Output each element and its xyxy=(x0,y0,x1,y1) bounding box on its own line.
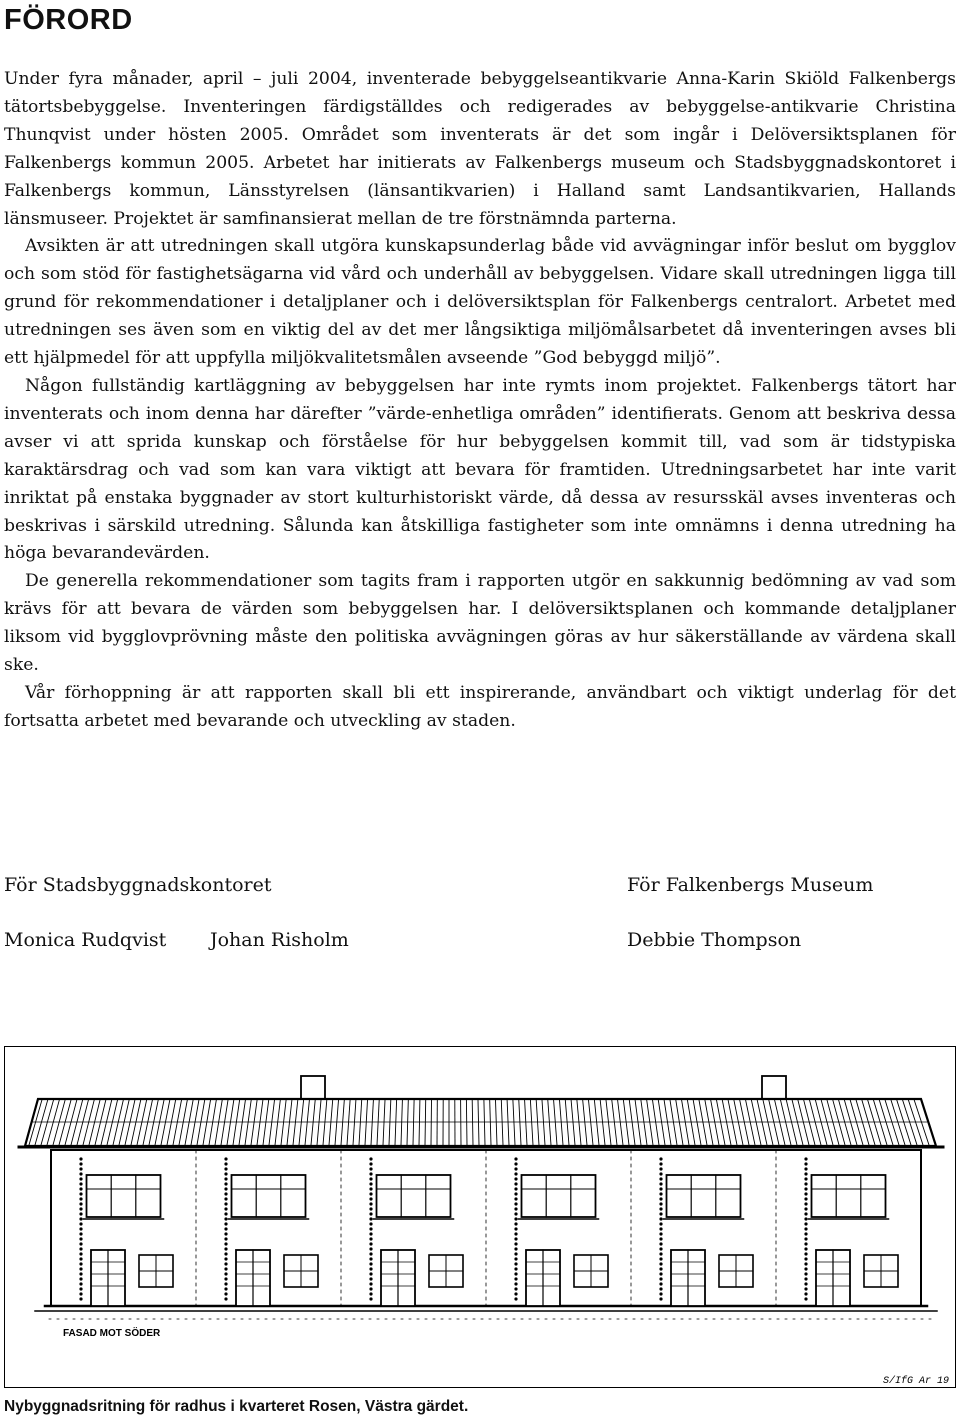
window xyxy=(522,1175,596,1217)
signature-name-monica: Monica Rudqvist xyxy=(4,929,167,951)
paragraph: Under fyra månader, april – juli 2004, inventerade bebyggelseantikvarie Anna-Karin Skiöld Falkenbergs tätortsbebyggelse. Inventeringen färdigställdes och redigerades av bebyggelse-antikvarie Christina Thunqvist under hösten 2005. Området som inventerats är det som ingår i Delöversiktsplanen för Falkenbergs kommun 2005. Arbetet har initierats av Falkenbergs museum och Stadsbyggnadskontoret i Falkenbergs kommun, Länsstyrelsen (länsantikvarien) i Halland samt Landsantikvarien, Hallands länsmuseer. Projektet är samfinansierat mellan de tre förstnämnda parterna. xyxy=(4,69,956,229)
facade-drawing xyxy=(5,1047,954,1386)
window xyxy=(667,1175,741,1217)
paragraph: Vår förhoppning är att rapporten skall bli ett inspirerande, användbart och viktigt underlag för det fortsatta arbetet med bevarande och utveckling av staden. xyxy=(4,682,956,731)
architectural-drawing xyxy=(4,1046,956,1388)
window xyxy=(812,1175,886,1217)
figure-caption: Nybyggnadsritning för radhus i kvarteret Rosen, Västra gärdet. xyxy=(4,1398,469,1415)
drawing-label: FASAD MOT SÖDER xyxy=(63,1328,161,1339)
paragraph: Avsikten är att utredningen skall utgöra kunskapsunderlag både vid avvägningar inför beslut om bygglov och som stöd för fastighetsägarna vid vård och underhåll av bebyggelsen. Vidare skall utredningen ligga till grund för rekommendationer i detaljplaner och i delöversiktsplan för Falkenbergs centralort. Arbetet med utredningen ses även som en viktig del av det mer långsiktiga miljömålsarbetet då inventeringen avses bli ett hjälpmedel för att uppfylla miljökvalitetsmålen avseende ”God bebyggd miljö”. xyxy=(4,236,956,369)
window xyxy=(232,1175,306,1217)
window xyxy=(87,1175,161,1217)
page-title: FÖRORD xyxy=(4,4,133,36)
drawing-signature: S/IfG Ar 19 xyxy=(883,1376,950,1386)
paragraph: De generella rekommendationer som tagits fram i rapporten utgör en sakkunnig bedömning av vad som krävs för att bevara de värden som bebyggelsen har. I delöversiktsplanen och kommande detaljplaner liksom vid bygglovprövning måste den politiska avvägningen göras av hur säkerställande av värdena skall ske. xyxy=(4,571,956,676)
signature-name-debbie: Debbie Thompson xyxy=(627,929,802,951)
signature-right-org: För Falkenbergs Museum xyxy=(627,874,874,896)
signature-name-johan: Johan Risholm xyxy=(210,929,349,951)
foreword-body xyxy=(4,66,956,736)
signature-left-org: För Stadsbyggnadskontoret xyxy=(4,874,272,896)
paragraph: Någon fullständig kartläggning av bebyggelsen har inte rymts inom projektet. Falkenbergs tätort har inventerats och inom denna har därefter ”värde-enhetliga områden” identifierats. Genom att beskriva dessa avser vi att sprida kunskap och förståelse för hur bebyggelsen kommit till, vad som är tidstypiska karaktärsdrag och vad som kan vara viktigt att bevara för framtiden. Utredningsarbetet har inte varit inriktat på enstaka byggnader av stort kulturhistoriskt värde, då dessa av resursskäl avses inventeras och beskrivas i särskild utredning. Sålunda kan åtskilliga fastigheter som inte omnämns i denna utredning ha höga bevarandevärden. xyxy=(4,375,956,564)
window xyxy=(377,1175,451,1217)
